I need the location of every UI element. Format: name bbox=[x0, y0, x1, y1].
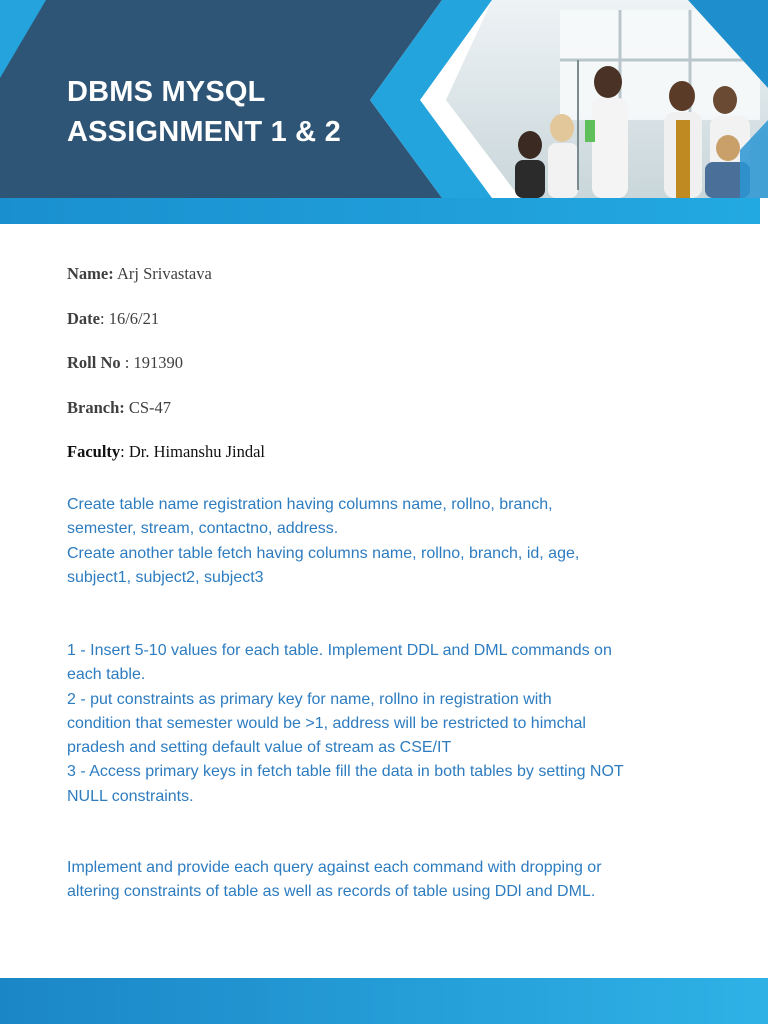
student-info bbox=[67, 262, 707, 485]
tasks-paragraph bbox=[67, 639, 717, 809]
roll-label: Roll No bbox=[67, 353, 121, 373]
page-title bbox=[67, 72, 341, 152]
footer-bar bbox=[0, 978, 768, 1024]
info-roll bbox=[67, 351, 707, 396]
task-line: pradesh and setting default value of stream as CSE/IT bbox=[67, 739, 452, 757]
task-line: 2 - put constraints as primary key for name, rollno in registration with bbox=[67, 690, 552, 708]
closing-paragraph bbox=[67, 856, 717, 905]
title-line-2: ASSIGNMENT 1 & 2 bbox=[67, 116, 341, 148]
roll-value: : 191390 bbox=[120, 353, 183, 373]
task-line: each table. bbox=[67, 666, 146, 684]
date-label: Date bbox=[67, 308, 100, 328]
branch-label: Branch: bbox=[67, 397, 125, 417]
faculty-label: Faculty bbox=[67, 442, 121, 462]
intro-line: subject1, subject2, subject3 bbox=[67, 568, 264, 586]
intro-line: semester, stream, contactno, address. bbox=[67, 520, 339, 538]
intro-line: Create another table fetch having columns name, rollno, branch, id, age, bbox=[67, 544, 580, 562]
branch-value: CS-47 bbox=[124, 397, 172, 417]
closing-line: altering constraints of table as well as records of table using DDl and DML. bbox=[67, 883, 596, 901]
date-value: : 16/6/21 bbox=[99, 308, 160, 328]
intro-paragraph bbox=[67, 493, 717, 590]
task-line: 3 - Access primary keys in fetch table fill the data in both tables by setting NOT bbox=[67, 763, 624, 781]
banner-accent-strip bbox=[0, 198, 760, 224]
header-banner bbox=[0, 0, 768, 224]
info-branch bbox=[67, 396, 707, 441]
task-line: NULL constraints. bbox=[67, 787, 194, 805]
name-label: Name: bbox=[67, 264, 114, 283]
closing-line: Implement and provide each query against each command with dropping or bbox=[67, 859, 602, 876]
name-value: Arj Srivastava bbox=[113, 264, 212, 283]
info-date bbox=[67, 307, 707, 352]
intro-line: Create table name registration having columns name, rollno, branch, bbox=[67, 496, 553, 513]
info-faculty bbox=[67, 440, 707, 485]
task-line: condition that semester would be >1, address will be restricted to himchal bbox=[67, 714, 586, 732]
info-name bbox=[67, 262, 707, 307]
task-line: 1 - Insert 5-10 values for each table. Implement DDL and DML commands on bbox=[67, 642, 612, 659]
faculty-value: : Dr. Himanshu Jindal bbox=[120, 442, 265, 462]
title-line-1: DBMS MYSQL bbox=[67, 76, 266, 108]
